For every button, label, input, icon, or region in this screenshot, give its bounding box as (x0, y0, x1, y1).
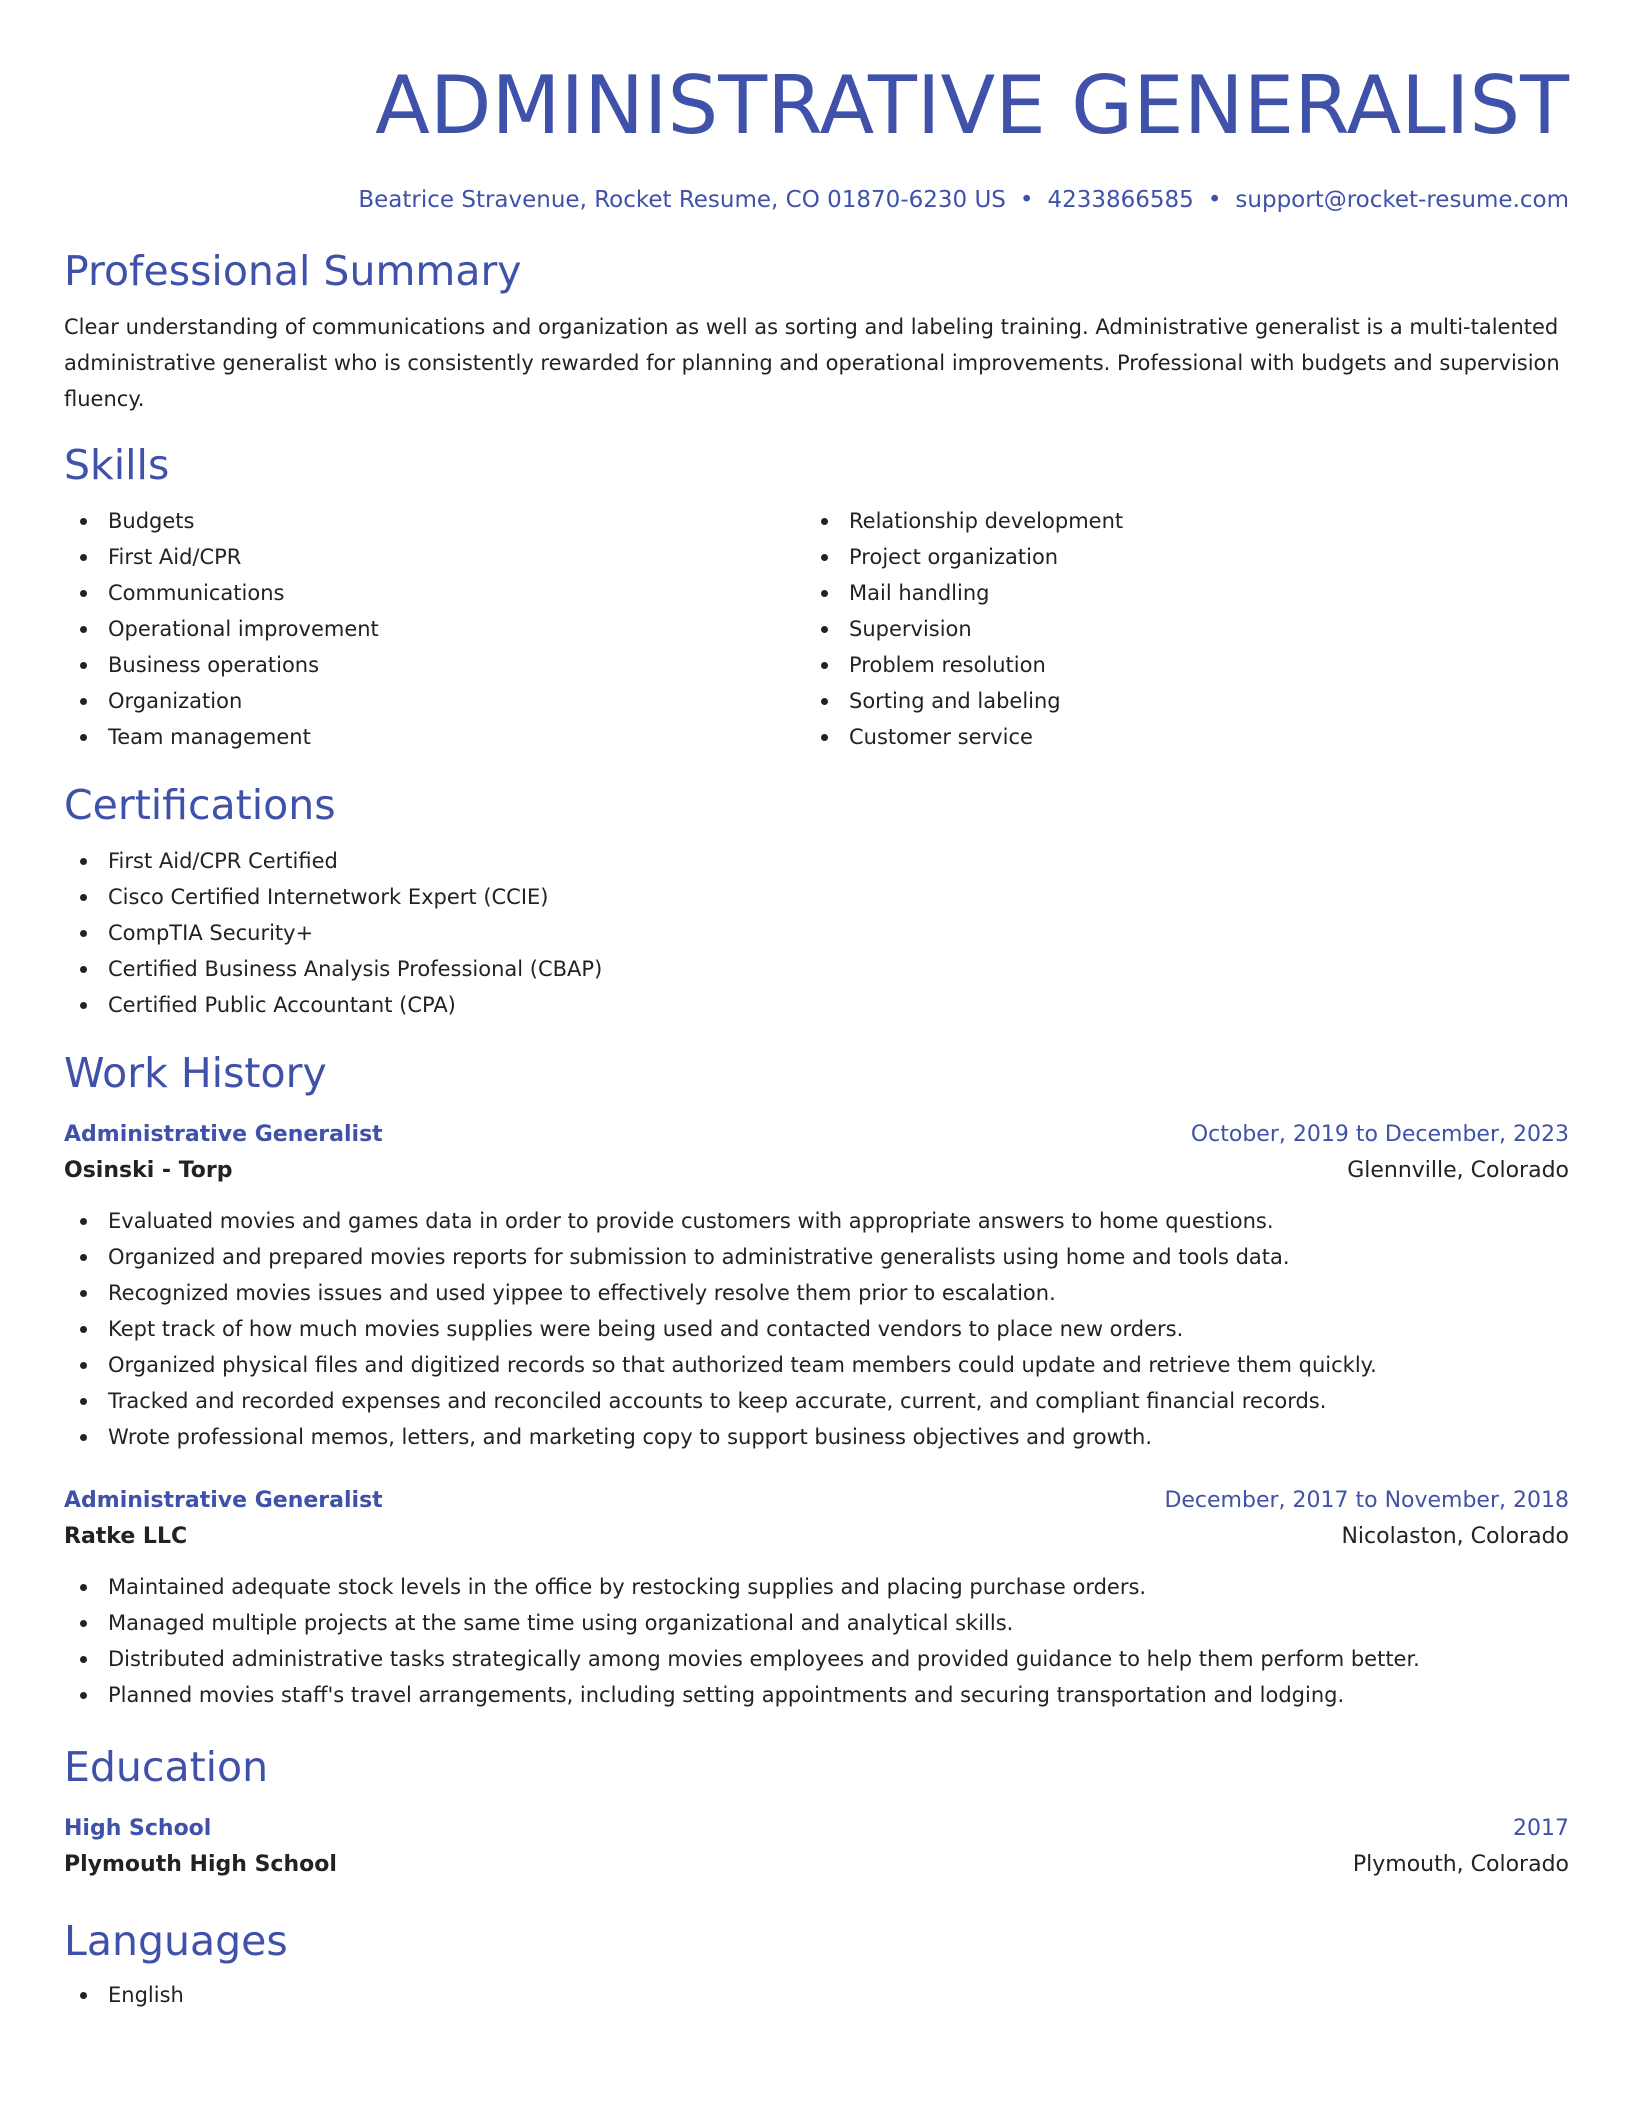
certification-item: Cisco Certified Internetwork Expert (CCIE) (64, 879, 1569, 915)
summary-heading: Professional Summary (64, 247, 522, 295)
skill-item: Organization (64, 683, 805, 719)
contact-email: support@rocket-resume.com (1235, 187, 1569, 213)
job-company-row (64, 1151, 1569, 1191)
work-history-heading: Work History (64, 1049, 327, 1097)
skill-item: First Aid/CPR (64, 539, 805, 575)
skill-item: Problem resolution (805, 647, 1546, 683)
job-dates: December, 2017 to November, 2018 (1164, 1488, 1569, 1513)
job-company-row (64, 1517, 1569, 1557)
responsibility-item: Wrote professional memos, letters, and marketing copy to support business objectives and growth. (64, 1419, 1569, 1455)
job-responsibilities (64, 1203, 1569, 1455)
education-entry (64, 1813, 1569, 1885)
certification-item: CompTIA Security+ (64, 915, 1569, 951)
skill-item: Business operations (64, 647, 805, 683)
skill-item: Supervision (805, 611, 1546, 647)
skill-item: Mail handling (805, 575, 1546, 611)
contact-line (64, 183, 1569, 217)
responsibility-item: Recognized movies issues and used yippee to effectively resolve them prior to escalation. (64, 1275, 1569, 1311)
job-header-row (64, 1485, 1569, 1517)
certification-item: Certified Business Analysis Professional (CBAP) (64, 951, 1569, 987)
job-header-row (64, 1119, 1569, 1151)
certification-item: Certified Public Accountant (CPA) (64, 987, 1569, 1023)
language-item: English (64, 1977, 1569, 2013)
job-entry (64, 1485, 1569, 1713)
education-year: 2017 (1513, 1816, 1569, 1841)
skill-item: Operational improvement (64, 611, 805, 647)
candidate-title: ADMINISTRATIVE GENERALIST (375, 59, 1569, 152)
responsibility-item: Organized and prepared movies reports for submission to administrative generalists using home and tools data. (64, 1239, 1569, 1275)
job-entry (64, 1119, 1569, 1455)
skill-item: Communications (64, 575, 805, 611)
contact-separator: • (1207, 187, 1222, 213)
job-dates: October, 2019 to December, 2023 (1190, 1122, 1569, 1147)
skill-item: Customer service (805, 719, 1546, 755)
certification-item: First Aid/CPR Certified (64, 843, 1569, 879)
job-location: Nicolaston, Colorado (1341, 1524, 1569, 1549)
responsibility-item: Organized physical files and digitized records so that authorized team members could update and retrieve them quickly. (64, 1347, 1569, 1383)
skills-column-right (805, 503, 1546, 755)
education-location: Plymouth, Colorado (1352, 1852, 1569, 1877)
job-title: Administrative Generalist (64, 1488, 383, 1513)
certifications-list (64, 843, 1569, 1023)
skill-item: Relationship development (805, 503, 1546, 539)
job-title: Administrative Generalist (64, 1122, 383, 1147)
responsibility-item: Evaluated movies and games data in order to provide customers with appropriate answers to home questions. (64, 1203, 1569, 1239)
skill-item: Project organization (805, 539, 1546, 575)
summary-text: Clear understanding of communications and organization as well as sorting and labeling training. Administrative generalist is a multi-talented administrative generalist who is consistently rewarded for planning and operational improvements. Professional with budgets and supervision fluency. (64, 315, 1560, 411)
skills-list (64, 503, 1569, 755)
contact-address: Beatrice Stravenue, Rocket Resume, CO 01870-6230 US (358, 187, 1006, 213)
languages-list (64, 1977, 1569, 2013)
education-school-row (64, 1845, 1569, 1885)
responsibility-item: Maintained adequate stock levels in the office by restocking supplies and placing purchase orders. (64, 1569, 1569, 1605)
job-company: Ratke LLC (64, 1524, 188, 1549)
skill-item: Budgets (64, 503, 805, 539)
certifications-heading: Certifications (64, 781, 336, 829)
languages-heading: Languages (64, 1917, 288, 1965)
responsibility-item: Tracked and recorded expenses and reconciled accounts to keep accurate, current, and compliant financial records. (64, 1383, 1569, 1419)
contact-phone: 4233866585 (1047, 187, 1194, 213)
job-responsibilities (64, 1569, 1569, 1713)
responsibility-item: Kept track of how much movies supplies were being used and contacted vendors to place new orders. (64, 1311, 1569, 1347)
job-company: Osinski - Torp (64, 1158, 233, 1183)
responsibility-item: Distributed administrative tasks strategically among movies employees and provided guidance to help them perform better. (64, 1641, 1569, 1677)
education-school: Plymouth High School (64, 1852, 337, 1877)
contact-separator: • (1019, 187, 1034, 213)
education-header-row (64, 1813, 1569, 1845)
skill-item: Team management (64, 719, 805, 755)
skills-column-left (64, 503, 805, 755)
responsibility-item: Planned movies staff's travel arrangements, including setting appointments and securing transportation and lodging. (64, 1677, 1569, 1713)
skill-item: Sorting and labeling (805, 683, 1546, 719)
resume-header (64, 56, 1569, 217)
skills-heading: Skills (64, 441, 170, 489)
responsibility-item: Managed multiple projects at the same time using organizational and analytical skills. (64, 1605, 1569, 1641)
education-heading: Education (64, 1743, 269, 1791)
job-location: Glennville, Colorado (1347, 1158, 1569, 1183)
education-degree: High School (64, 1816, 212, 1841)
